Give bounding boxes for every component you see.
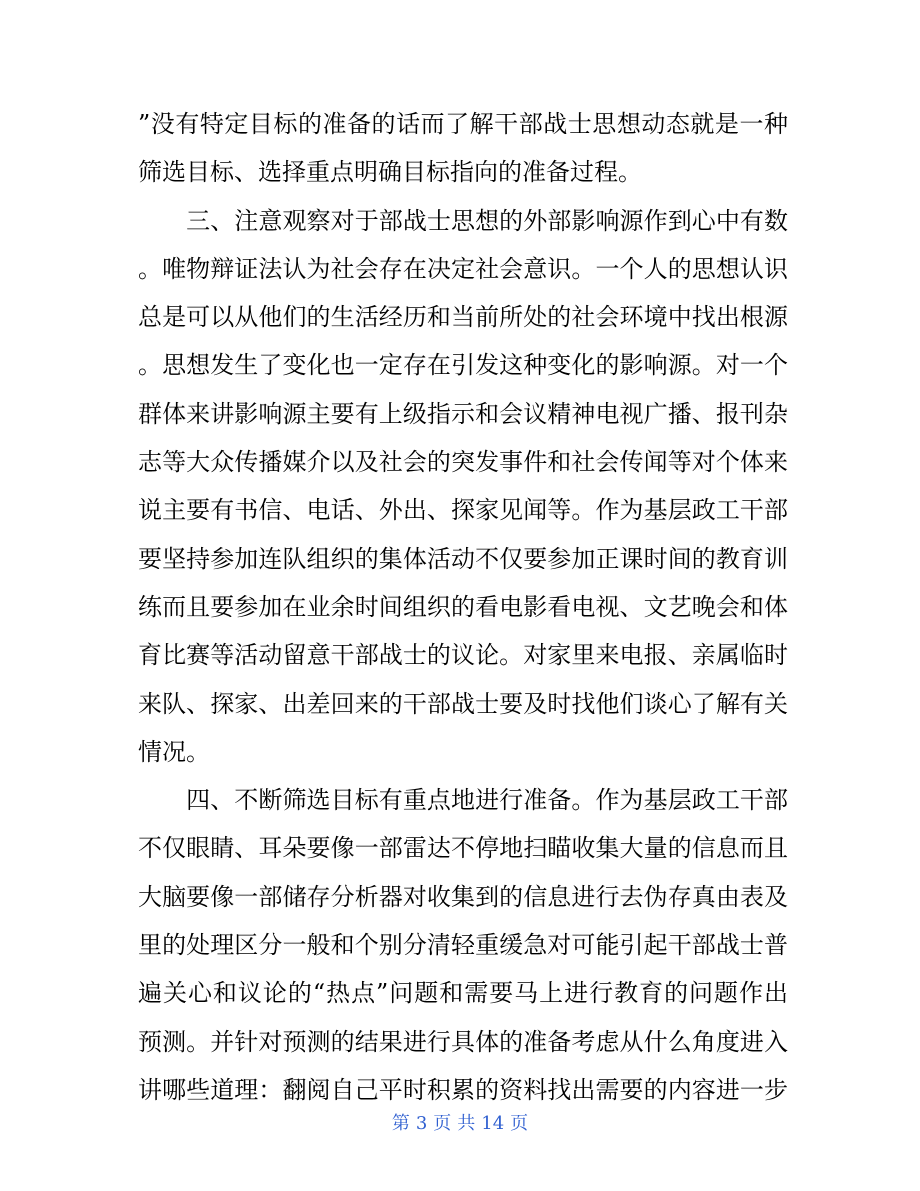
- text-line: ”没有特定目标的准备的话而了解干部战士思想动态就是一种: [138, 110, 788, 138]
- text-line: 筛选目标、选择重点明确目标指向的准备过程。: [138, 158, 642, 187]
- current-page-number: 3: [415, 1113, 428, 1134]
- text-line: 总是可以从他们的生活经历和当前所处的社会环境中找出根源: [138, 303, 788, 332]
- text-line: 三、注意观察对于部战士思想的外部影响源作到心中有数: [138, 206, 788, 235]
- text-line: 。思想发生了变化也一定存在引发这种变化的影响源。对一个: [138, 351, 788, 380]
- footer-prefix: 第: [391, 1113, 410, 1134]
- document-body: [138, 100, 788, 1114]
- text-line: 群体来讲影响源主要有上级指示和会议精神电视广播、报刊杂: [138, 399, 788, 428]
- text-line: 预测。并针对预测的结果进行具体的准备考虑从什么角度进入: [138, 1027, 788, 1056]
- text-line: 练而且要参加在业余时间组织的看电影看电视、文艺晚会和体: [138, 592, 788, 621]
- text-line: 大脑要像一部储存分析器对收集到的信息进行去伪存真由表及: [138, 882, 788, 911]
- text-line: 志等大众传播媒介以及社会的突发事件和社会传闻等对个体来: [138, 448, 788, 477]
- text-line: 要坚持参加连队组织的集体活动不仅要参加正课时间的教育训: [138, 544, 788, 573]
- text-line: 遍关心和议论的“热点”问题和需要马上进行教育的问题作出: [138, 979, 788, 1008]
- paragraph: [138, 197, 788, 777]
- text-line: 四、不断筛选目标有重点地进行准备。作为基层政工干部: [138, 786, 788, 815]
- footer-suffix: 页: [510, 1113, 529, 1134]
- text-line: 。唯物辩证法认为社会存在决定社会意识。一个人的思想认识: [138, 254, 788, 283]
- footer-total-prefix: 共: [457, 1113, 476, 1134]
- footer-page-word: 页: [433, 1113, 452, 1134]
- total-page-count: 14: [481, 1113, 505, 1134]
- paragraph: [138, 776, 788, 1114]
- text-line: 不仅眼睛、耳朵要像一部雷达不停地扫瞄收集大量的信息而且: [138, 834, 788, 863]
- text-line: 说主要有书信、电话、外出、探家见闻等。作为基层政工干部: [138, 496, 788, 525]
- text-line: 来队、探家、出差回来的干部战士要及时找他们谈心了解有关: [138, 689, 788, 718]
- text-line: 讲哪些道理：翻阅自己平时积累的资料找出需要的内容进一步: [138, 1075, 788, 1104]
- page-footer: [0, 1110, 920, 1138]
- text-line: 情况。: [138, 737, 210, 766]
- paragraph: [138, 100, 788, 197]
- text-line: 育比赛等活动留意干部战士的议论。对家里来电报、亲属临时: [138, 641, 788, 670]
- text-line: 里的处理区分一般和个别分清轻重缓急对可能引起干部战士普: [138, 931, 788, 960]
